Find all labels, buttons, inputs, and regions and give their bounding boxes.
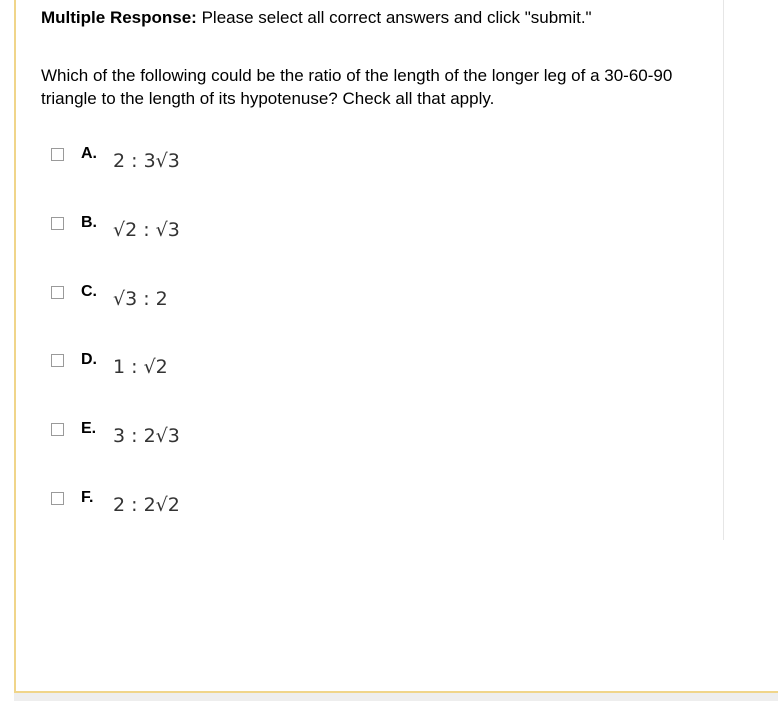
checkbox-f[interactable] [51, 492, 64, 505]
checkbox-d[interactable] [51, 354, 64, 367]
checkbox-b[interactable] [51, 217, 64, 230]
checkbox-e[interactable] [51, 423, 64, 436]
option-expression: 2 : 2√2 [113, 494, 180, 516]
left-frame-border [14, 0, 16, 693]
option-letter: E. [81, 420, 97, 437]
option-expression: 1 : √2 [113, 356, 168, 378]
bottom-bar [14, 691, 778, 701]
instruction-text: Please select all correct answers and click "submit." [196, 8, 592, 27]
checkbox-a[interactable] [51, 148, 64, 161]
option-expression: 3 : 2√3 [113, 425, 180, 447]
option-expression: √3 : 2 [113, 288, 168, 310]
right-divider [723, 0, 724, 540]
option-expression: √2 : √3 [113, 219, 180, 241]
option-letter: C. [81, 283, 97, 300]
instruction-label: Multiple Response: [41, 8, 197, 27]
question-text: Which of the following could be the ratio of the length of the longer leg of a 30-60-90 triangle to the length of its hypotenuse? Check all that apply. [41, 66, 673, 108]
option-letter: F. [81, 489, 94, 506]
instruction-line [41, 8, 592, 28]
option-letter: A. [81, 145, 97, 162]
option-expression: 2 : 3√3 [113, 150, 180, 172]
option-letter: D. [81, 351, 97, 368]
checkbox-c[interactable] [51, 286, 64, 299]
option-letter: B. [81, 214, 97, 231]
